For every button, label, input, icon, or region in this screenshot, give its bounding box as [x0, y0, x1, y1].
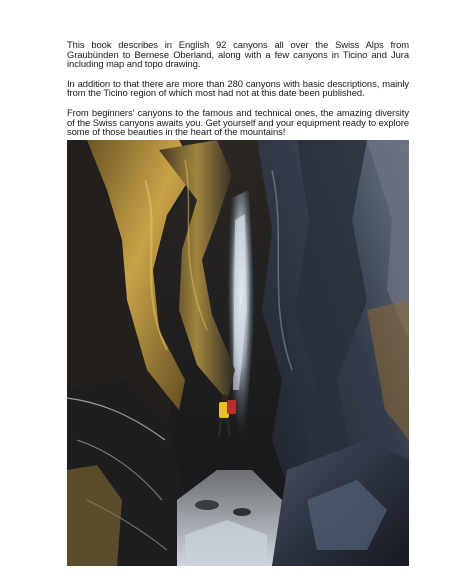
paragraph-1: This book describes in English 92 canyons all over the Swiss Alps from Graubünden to Bernese Oberland, along with a few canyons in Ticino and Jura including map and topo drawing.: [67, 39, 409, 70]
helmet: [222, 395, 229, 402]
paragraph-3: From beginners' canyons to the famous and technical ones, the amazing diversity of the Swiss canyons awaits you. Get yourself and your equipment ready to explore some of those beauties in the heart of the mountains!: [67, 106, 409, 138]
intro-text: [67, 40, 409, 147]
floor-stone-1: [195, 500, 219, 510]
canyon-photo-drawing: [67, 140, 409, 566]
paragraph-2: In addition to that there are more than 280 canyons with basic descriptions, mainly from the Ticino region of which most had not at this date been published.: [67, 77, 409, 99]
red-backpack: [227, 400, 236, 414]
floor-stone-2: [233, 508, 251, 516]
canyon-photo: [67, 140, 409, 566]
